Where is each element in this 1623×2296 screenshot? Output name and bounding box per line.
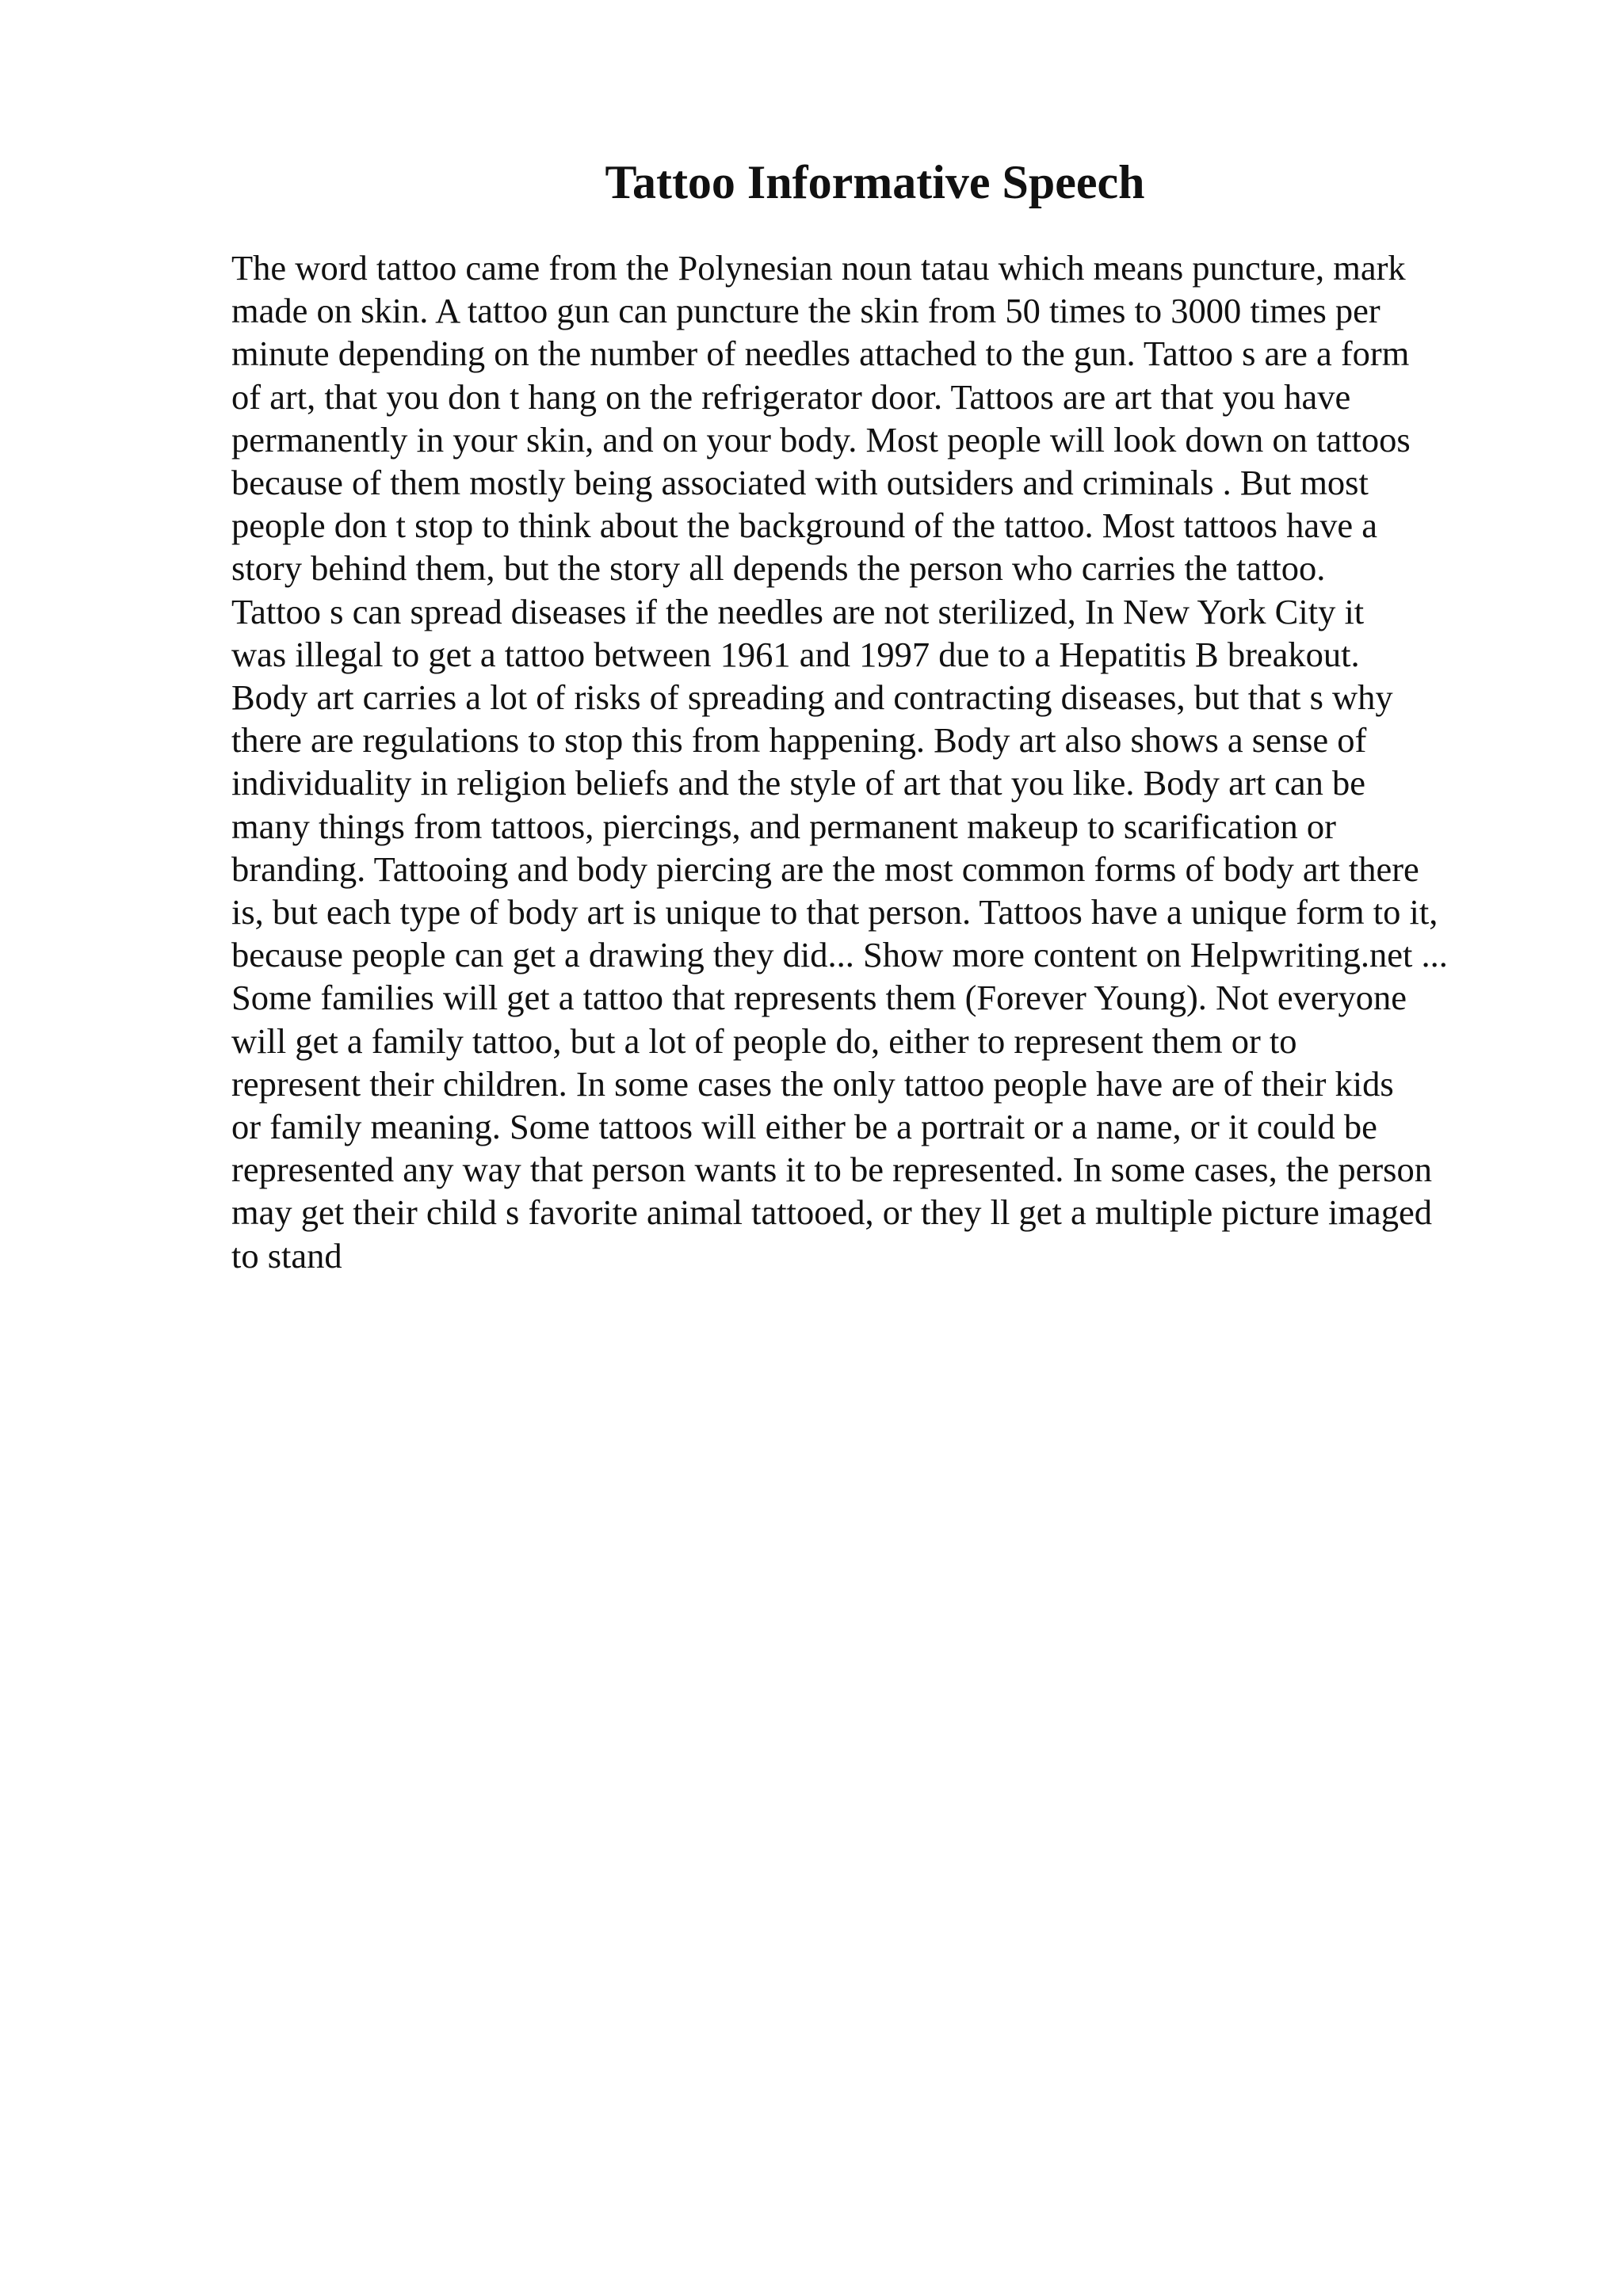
body-line: to stand [231,1235,342,1276]
body-line: The word tattoo came from the Polynesian noun tatau which means puncture, mark [231,248,1406,288]
body-line: may get their child s favorite animal tattooed, or they ll get a multiple picture imaged [231,1192,1432,1233]
body-line: will get a family tattoo, but a lot of people do, either to represent them or to [231,1020,1297,1061]
body-line: branding. Tattooing and body piercing are the most common forms of body art there [231,849,1419,889]
body-line: individuality in religion beliefs and the style of art that you like. Body art can be [231,763,1366,803]
body-line: was illegal to get a tattoo between 1961 and 1997 due to a Hepatitis B breakout. [231,634,1360,674]
body-line: Some families will get a tattoo that represents them (Forever Young). Not everyone [231,978,1407,1018]
body-line: Body art carries a lot of risks of spreading and contracting diseases, but that s why [231,677,1393,718]
body-line: Tattoo s can spread diseases if the needles are not sterilized, In New York City it [231,591,1365,631]
body-line: represented any way that person wants it to be represented. In some cases, the person [231,1150,1432,1190]
body-line: there are regulations to stop this from happening. Body art also shows a sense of [231,720,1367,761]
body-line: of art, that you don t hang on the refrigerator door. Tattoos are art that you have [231,376,1351,417]
body-line: many things from tattoos, piercings, and permanent makeup to scarification or [231,806,1336,846]
body-line: permanently in your skin, and on your body. Most people will look down on tattoos [231,419,1411,460]
body-line: story behind them, but the story all depends the person who carries the tattoo. [231,548,1326,589]
body-line: because people can get a drawing they did... Show more content on Helpwriting.net ... [231,935,1448,975]
body-line: made on skin. A tattoo gun can puncture the skin from 50 times to 3000 times per [231,291,1381,331]
body-line: is, but each type of body art is unique to that person. Tattoos have a unique form to it, [231,892,1438,933]
document-body [231,246,1515,1277]
body-line: because of them mostly being associated with outsiders and criminals . But most [231,463,1369,503]
body-line: people don t stop to think about the background of the tattoo. Most tattoos have a [231,505,1377,546]
body-line: represent their children. In some cases the only tattoo people have are of their kids [231,1063,1394,1104]
body-line: minute depending on the number of needles attached to the gun. Tattoo s are a form [231,334,1410,374]
body-line: or family meaning. Some tattoos will either be a portrait or a name, or it could be [231,1107,1377,1147]
document-title: Tattoo Informative Speech [605,156,1145,208]
